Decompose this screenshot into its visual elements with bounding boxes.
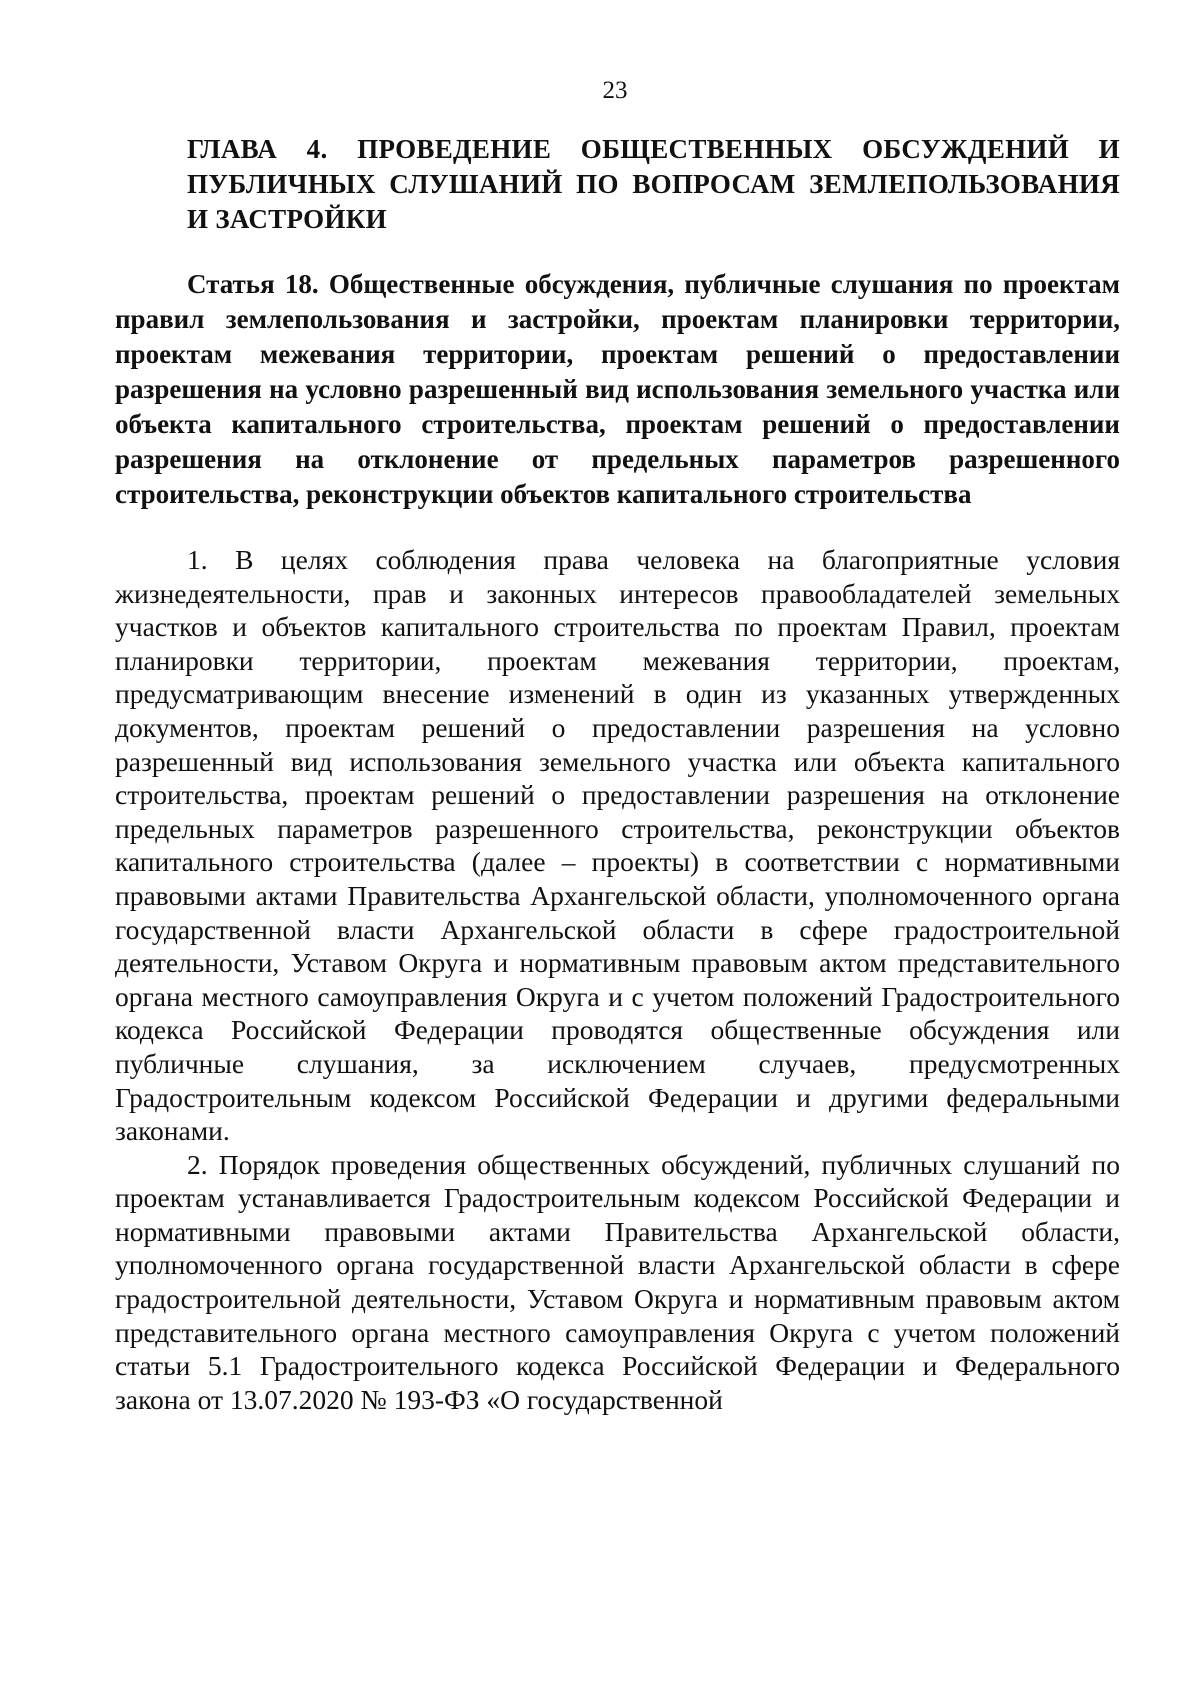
page-number: 23: [602, 77, 628, 104]
document-body: [115, 132, 1120, 1416]
chapter-title: ГЛАВА 4. ПРОВЕДЕНИЕ ОБЩЕСТВЕННЫХ ОБСУЖДЕНИЙ И ПУБЛИЧНЫХ СЛУШАНИЙ ПО ВОПРОСАМ ЗЕМЛЕПОЛЬЗОВАНИЯ И ЗАСТРОЙКИ: [187, 134, 1120, 234]
article-title: Статья 18. Общественные обсуждения, публичные слушания по проектам правил землепользования и застройки, проектам планировки территории, проектам межевания территории, проектам решений о предоставлении разрешения на условно разрешенный вид использования земельного участка или объекта капитального строительства, проектам решений о предоставлении разрешения на отклонение от предельных параметров разрешенного строительства, реконструкции объектов капитального строительства: [115, 269, 1120, 509]
paragraph-2: 2. Порядок проведения общественных обсуждений, публичных слушаний по проектам устанавливается Градостроительным кодексом Российской Федерации и нормативными правовыми актами Правительства Архангельской области, уполномоченного органа государственной власти Архангельской области в сфере градостроительной деятельности, Уставом Округа и нормативным правовым актом представительного органа местного самоуправления Округа с учетом положений статьи 5.1 Градостроительного кодекса Российской Федерации и Федерального закона от 13.07.2020 № 193-ФЗ «О государственной: [115, 1148, 1120, 1415]
paragraph-1: 1. В целях соблюдения права человека на благоприятные условия жизнедеятельности, прав и законных интересов правообладателей земельных участков и объектов капитального строительства по проектам Правил, проектам планировки территории, проектам межевания территории, проектам, предусматривающим внесение изменений в один из указанных утвержденных документов, проектам решений о предоставлении разрешения на условно разрешенный вид использования земельного участка или объекта капитального строительства, проектам решений о предоставлении разрешения на отклонение предельных параметров разрешенного строительства, реконструкции объектов капитального строительства (далее – проекты) в соответствии с нормативными правовыми актами Правительства Архангельской области, уполномоченного органа государственной власти Архангельской области в сфере градостроительной деятельности, Уставом Округа и нормативным правовым актом представительного органа местного самоуправления Округа и с учетом положений Градостроительного кодекса Российской Федерации проводятся общественные обсуждения или публичные слушания, за исключением случаев, предусмотренных Градостроительным кодексом Российской Федерации и другими федеральными законами.: [115, 544, 1120, 1147]
